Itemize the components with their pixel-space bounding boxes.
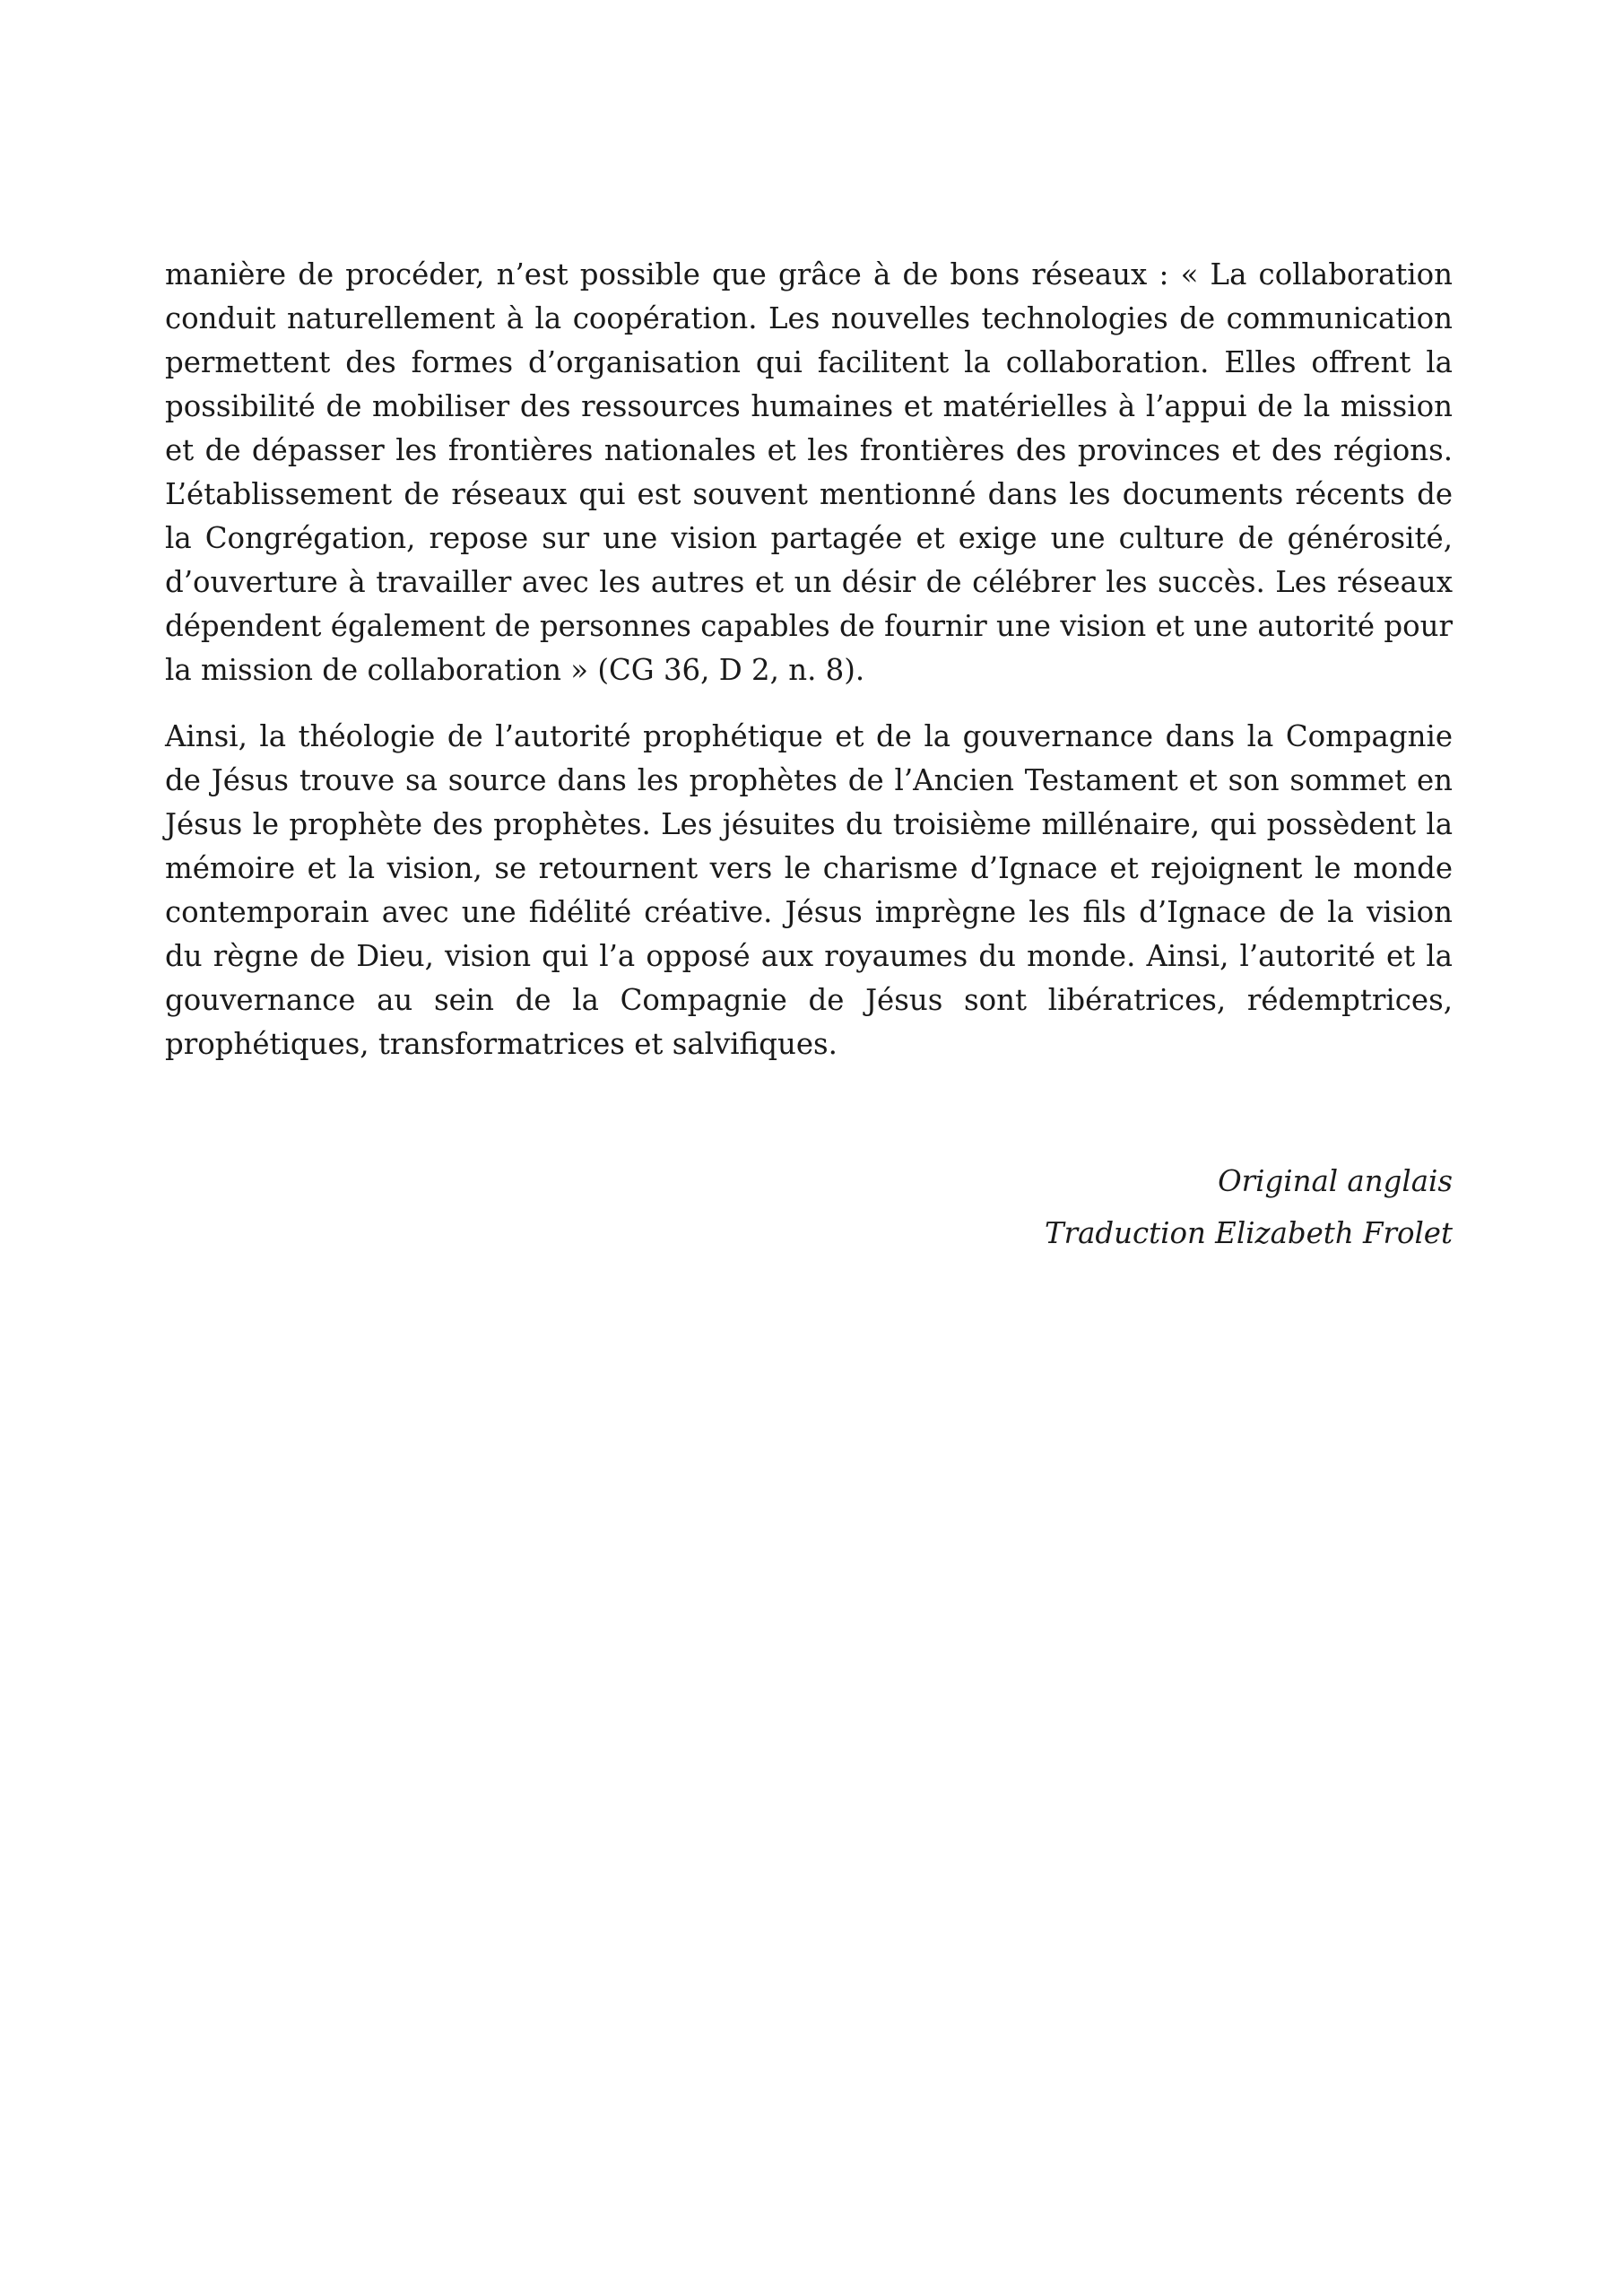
translator-credit: Traduction Elizabeth Frolet (1045, 1216, 1453, 1250)
body-paragraph-2: Ainsi, la théologie de l’autorité prophétique et de la gouvernance dans la Compagnie de Jésus trouve sa source dans les prophètes de l’Ancien Testament et son sommet en Jésus le prophète des prophètes. Les jésuites du troisième millénaire, qui possèdent la mémoire et la vision, se retournent vers le charisme d’Ignace et rejoignent le monde contemporain avec une fidélité créative. Jésus imprègne les fils d’Ignace de la vision du règne de Dieu, vision qui l’a opposé aux royaumes du monde. Ainsi, l’autorité et la gouvernance au sein de la Compagnie de Jésus sont libératrices, rédemptrices, prophétiques, transformatrices et salvifiques. (165, 719, 1453, 1061)
signature-block (165, 1155, 1453, 1259)
original-language-note: Original anglais (1218, 1164, 1453, 1198)
document-body (165, 253, 1453, 1259)
body-paragraph-1: manière de procéder, n’est possible que grâce à de bons réseaux : « La collaboration conduit naturellement à la coopération. Les nouvelles technologies de communication permettent des formes d’organisation qui facilitent la collaboration. Elles offrent la possibilité de mobiliser des ressources humaines et matérielles à l’appui de la mission et de dépasser les frontières nationales et les frontières des provinces et des régions. L’établissement de réseaux qui est souvent mentionné dans les documents récents de la Congrégation, repose sur une vision partagée et exige une culture de générosité, d’ouverture à travailler avec les autres et un désir de célébrer les succès. Les réseaux dépendent également de personnes capables de fournir une vision et une autorité pour la mission de collaboration » (CG 36, D 2, n. 8). (165, 257, 1453, 687)
